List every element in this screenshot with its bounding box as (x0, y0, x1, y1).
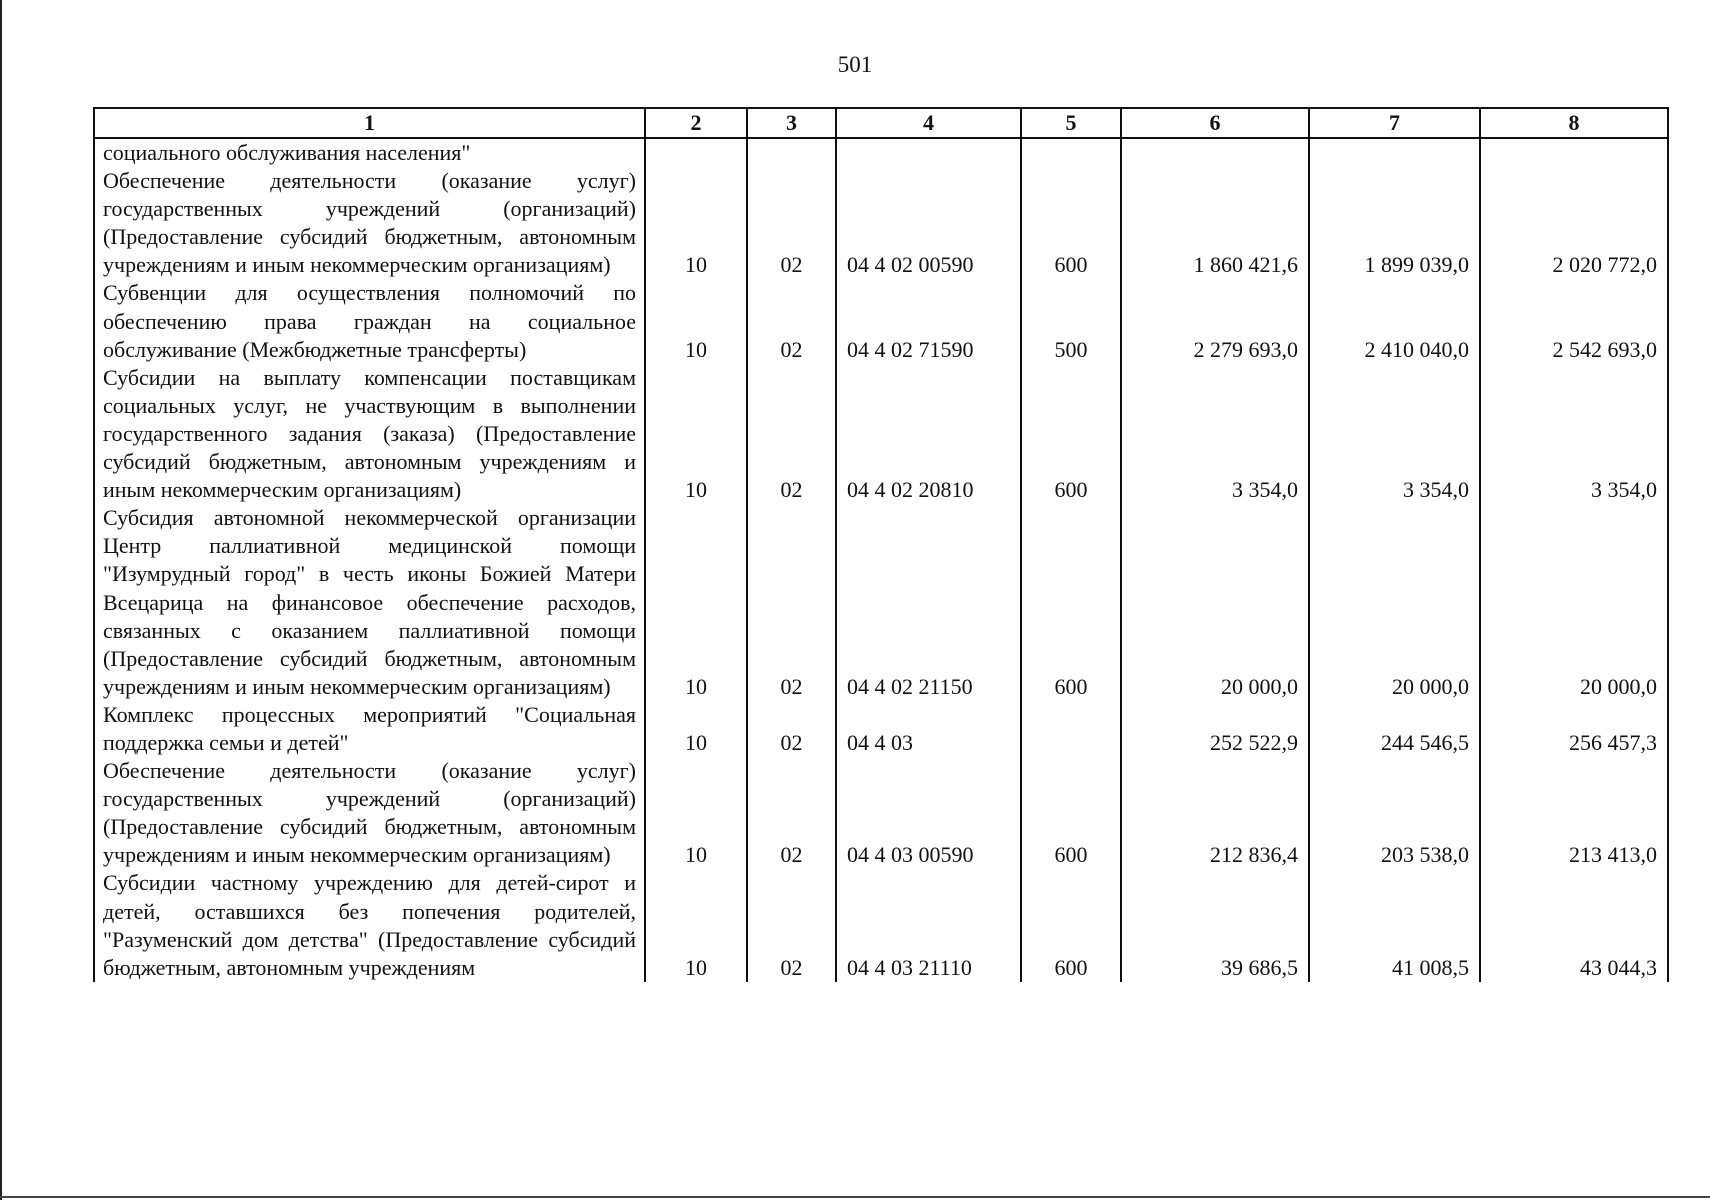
header-col-1: 1 (94, 108, 645, 138)
cell-amount-7: 20 000,0 (1309, 504, 1480, 701)
cell-amount-8: 3 354,0 (1480, 364, 1668, 504)
table-row (94, 869, 1668, 981)
cell-expense-type: 600 (1021, 364, 1121, 504)
cell-target-code (836, 138, 1021, 167)
cell-amount-6: 3 354,0 (1121, 364, 1309, 504)
table-row (94, 701, 1668, 757)
cell-amount-6: 212 836,4 (1121, 757, 1309, 869)
cell-amount-8: 20 000,0 (1480, 504, 1668, 701)
cell-expense-type: 500 (1021, 279, 1121, 363)
page-number: 501 (837, 52, 873, 77)
header-col-5: 5 (1021, 108, 1121, 138)
cell-target-code: 04 4 02 00590 (836, 167, 1021, 279)
page-left-edge (0, 0, 2, 1200)
cell-amount-6: 252 522,9 (1121, 701, 1309, 757)
cell-target-code: 04 4 03 (836, 701, 1021, 757)
cell-amount-6: 20 000,0 (1121, 504, 1309, 701)
table-row (94, 364, 1668, 504)
header-col-2: 2 (645, 108, 747, 138)
row-description: Субсидии на выплату компенсации поставщикам социальных услуг, не участвующим в выполнении государственного задания (заказа) (Предоставление субсидий бюджетным, автономным учреждениям и иным некоммерческим организациям) (94, 364, 645, 504)
row-description: Обеспечение деятельности (оказание услуг) государственных учреждений (организаций) (Предоставление субсидий бюджетным, автономным учреждениям и иным некоммерческим организациям) (94, 167, 645, 279)
cell-amount-7: 3 354,0 (1309, 364, 1480, 504)
cell-amount-8: 256 457,3 (1480, 701, 1668, 757)
row-description: Комплекс процессных мероприятий "Социальная поддержка семьи и детей" (94, 701, 645, 757)
header-col-6: 6 (1121, 108, 1309, 138)
budget-table-grid (93, 107, 1669, 982)
cell-amount-6 (1121, 138, 1309, 167)
cell-subsection: 02 (747, 279, 836, 363)
cell-amount-6: 39 686,5 (1121, 869, 1309, 981)
header-col-3: 3 (747, 108, 836, 138)
row-description: Субвенции для осуществления полномочий по обеспечению права граждан на социальное обслуживание (Межбюджетные трансферты) (94, 279, 645, 363)
cell-subsection: 02 (747, 504, 836, 701)
row-description: Субсидии частному учреждению для детей-сирот и детей, оставшихся без попечения родителей, "Разуменский дом детства" (Предоставление субсидий бюджетным, автономным учреждениям (94, 869, 645, 981)
cell-amount-6: 2 279 693,0 (1121, 279, 1309, 363)
cell-expense-type (1021, 138, 1121, 167)
cell-section: 10 (645, 167, 747, 279)
cell-amount-8: 213 413,0 (1480, 757, 1668, 869)
cell-amount-7: 2 410 040,0 (1309, 279, 1480, 363)
cell-amount-8: 2 020 772,0 (1480, 167, 1668, 279)
cell-target-code: 04 4 02 20810 (836, 364, 1021, 504)
cell-section: 10 (645, 757, 747, 869)
cell-section: 10 (645, 364, 747, 504)
cell-target-code: 04 4 03 21110 (836, 869, 1021, 981)
row-description: Обеспечение деятельности (оказание услуг) государственных учреждений (организаций) (Предоставление субсидий бюджетным, автономным учреждениям и иным некоммерческим организациям) (94, 757, 645, 869)
cell-amount-8 (1480, 138, 1668, 167)
cell-subsection (747, 138, 836, 167)
cell-amount-7: 244 546,5 (1309, 701, 1480, 757)
cell-subsection: 02 (747, 869, 836, 981)
cell-section: 10 (645, 504, 747, 701)
cell-amount-7 (1309, 138, 1480, 167)
cell-section: 10 (645, 869, 747, 981)
row-description: Субсидия автономной некоммерческой организации Центр паллиативной медицинской помощи "Изумрудный город" в честь иконы Божией Матери Всецарица на финансовое обеспечение расходов, связанных с оказанием паллиативной помощи (Предоставление субсидий бюджетным, автономным учреждениям и иным некоммерческим организациям) (94, 504, 645, 701)
cell-amount-7: 1 899 039,0 (1309, 167, 1480, 279)
cell-expense-type (1021, 701, 1121, 757)
table-row (94, 757, 1668, 869)
header-col-8: 8 (1480, 108, 1668, 138)
header-row (94, 108, 1668, 138)
cell-section: 10 (645, 701, 747, 757)
cell-subsection: 02 (747, 167, 836, 279)
row-description: социального обслуживания населения" (94, 138, 645, 167)
table-row (94, 504, 1668, 701)
header-col-4: 4 (836, 108, 1021, 138)
cell-amount-7: 41 008,5 (1309, 869, 1480, 981)
cell-target-code: 04 4 03 00590 (836, 757, 1021, 869)
cell-amount-7: 203 538,0 (1309, 757, 1480, 869)
cell-target-code: 04 4 02 21150 (836, 504, 1021, 701)
budget-table (93, 107, 1667, 982)
cell-subsection: 02 (747, 364, 836, 504)
table-row (94, 138, 1668, 167)
cell-expense-type: 600 (1021, 757, 1121, 869)
cell-expense-type: 600 (1021, 504, 1121, 701)
cell-subsection: 02 (747, 701, 836, 757)
header-col-7: 7 (1309, 108, 1480, 138)
cell-amount-8: 43 044,3 (1480, 869, 1668, 981)
cell-expense-type: 600 (1021, 167, 1121, 279)
cell-section: 10 (645, 279, 747, 363)
table-row (94, 279, 1668, 363)
cell-amount-8: 2 542 693,0 (1480, 279, 1668, 363)
page-bottom-edge (0, 1196, 1710, 1198)
cell-expense-type: 600 (1021, 869, 1121, 981)
cell-target-code: 04 4 02 71590 (836, 279, 1021, 363)
cell-subsection: 02 (747, 757, 836, 869)
cell-amount-6: 1 860 421,6 (1121, 167, 1309, 279)
cell-section (645, 138, 747, 167)
table-row (94, 167, 1668, 279)
